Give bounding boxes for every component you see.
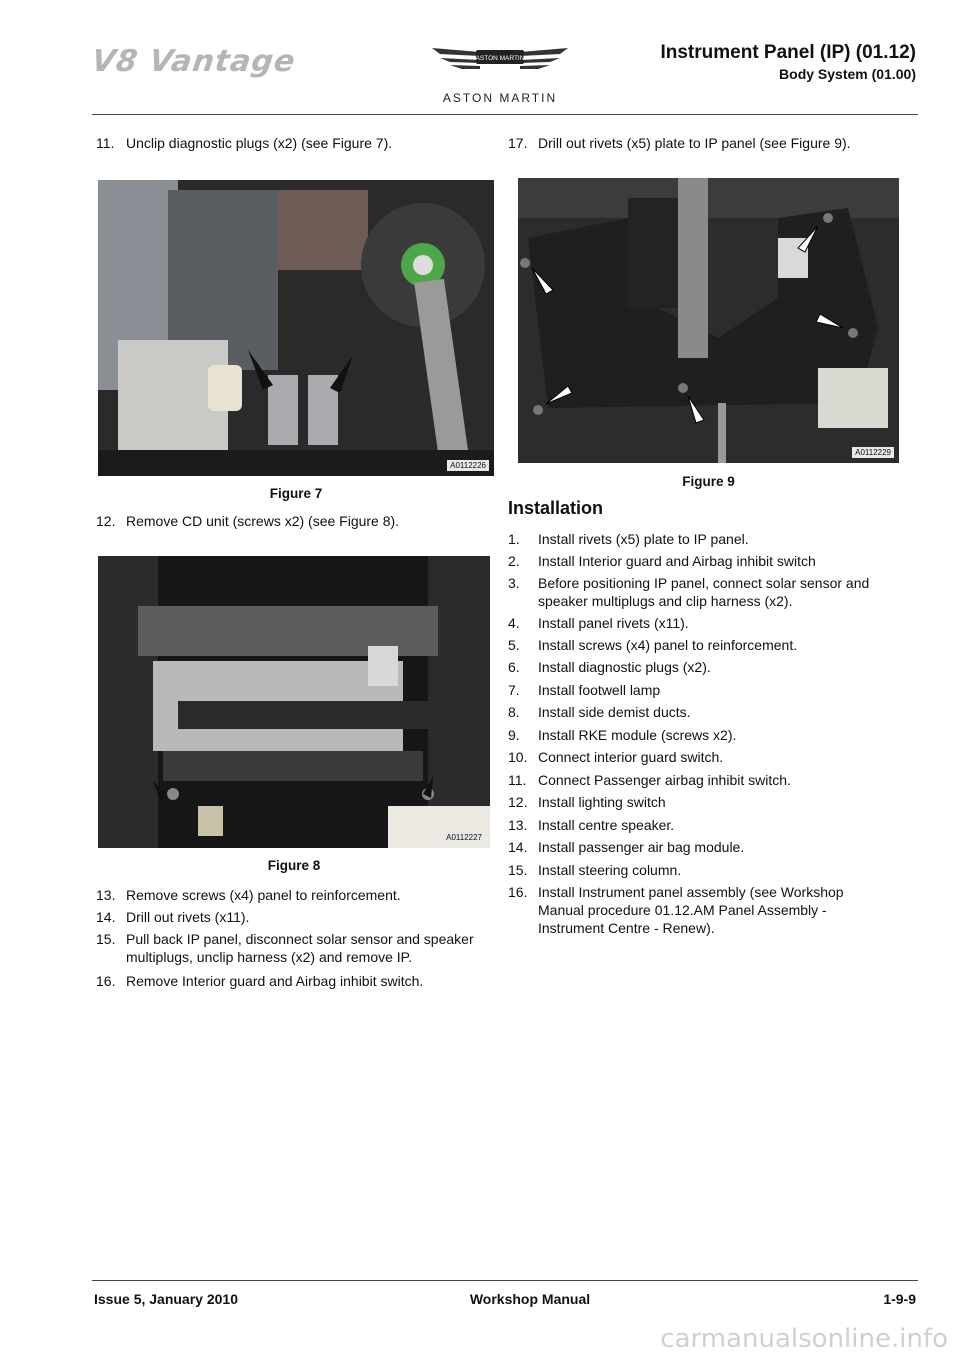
- step-number: 13.: [96, 887, 116, 903]
- install-step-11: [508, 771, 908, 789]
- watermark: carmanualsonline.info: [660, 1324, 948, 1354]
- step-number: 6.: [508, 659, 520, 675]
- logo-badge-text: ASTON MARTIN: [475, 55, 525, 62]
- step-number: 16.: [96, 973, 116, 989]
- step-number: 12.: [508, 794, 528, 810]
- footer-issue: Issue 5, January 2010: [94, 1291, 238, 1307]
- step-15: [96, 930, 496, 966]
- step-number: 2.: [508, 553, 520, 569]
- step-number: 7.: [508, 682, 520, 698]
- step-text: Before positioning IP panel, connect solar sensor and speaker multiplugs and clip harness (x2).: [538, 575, 870, 609]
- step-number: 5.: [508, 637, 520, 653]
- step-number: 11.: [96, 135, 115, 151]
- step-text: Pull back IP panel, disconnect solar sensor and speaker multiplugs, unclip harness (x2) and remove IP.: [126, 931, 474, 965]
- step-number: 17.: [508, 135, 528, 151]
- step-text: Connect Passenger airbag inhibit switch.: [538, 772, 791, 788]
- logo-text: ASTON MARTIN: [442, 91, 558, 105]
- step-number: 4.: [508, 615, 520, 631]
- step-text: Install lighting switch: [538, 794, 666, 810]
- install-step-13: [508, 816, 908, 834]
- step-text: Remove Interior guard and Airbag inhibit switch.: [126, 973, 424, 989]
- install-step-14: [508, 838, 908, 856]
- step-text: Install footwell lamp: [538, 682, 661, 698]
- step-number: 1.: [508, 531, 520, 547]
- install-step-6: [508, 658, 908, 676]
- aston-martin-wings-logo: [430, 42, 570, 78]
- header-divider: [92, 114, 918, 115]
- figure-9-caption: Figure 9: [682, 474, 735, 489]
- step-number: 11.: [508, 772, 527, 788]
- install-step-3: [508, 574, 908, 610]
- step-16: [96, 972, 496, 990]
- step-number: 10.: [508, 749, 528, 765]
- figure-9-ref: A0112229: [852, 447, 894, 458]
- install-step-10: [508, 748, 908, 766]
- step-text: Connect interior guard switch.: [538, 749, 724, 765]
- step-text: Install centre speaker.: [538, 817, 675, 833]
- page-title: Instrument Panel (IP) (01.12): [660, 42, 916, 63]
- footer-manual: Workshop Manual: [469, 1291, 591, 1307]
- step-text: Unclip diagnostic plugs (x2) (see Figure 7).: [126, 135, 393, 151]
- step-number: 13.: [508, 817, 528, 833]
- step-number: 3.: [508, 575, 520, 591]
- step-text: Install Instrument panel assembly (see Workshop Manual procedure 01.12.AM Panel Assembly - Instrument Centre - Renew).: [538, 884, 844, 936]
- step-14: [96, 908, 496, 926]
- page-subtitle: Body System (01.00): [779, 66, 916, 82]
- install-step-9: [508, 726, 908, 744]
- model-wordmark: V8 Vantage: [89, 44, 298, 79]
- install-step-4: [508, 614, 908, 632]
- step-number: 9.: [508, 727, 520, 743]
- step-number: 8.: [508, 704, 520, 720]
- step-13: [96, 886, 496, 904]
- install-step-15: [508, 861, 908, 879]
- step-number: 12.: [96, 513, 116, 529]
- figure-8-ref: A0112227: [443, 832, 485, 843]
- step-text: Remove CD unit (screws x2) (see Figure 8).: [126, 513, 400, 529]
- figure-8-caption: Figure 8: [267, 858, 321, 873]
- step-number: 15.: [96, 931, 116, 947]
- install-step-16: [508, 883, 888, 937]
- figure-7-caption: Figure 7: [269, 486, 323, 501]
- step-text: Install RKE module (screws x2).: [538, 727, 737, 743]
- footer-divider: [92, 1280, 918, 1281]
- install-step-8: [508, 703, 908, 721]
- install-step-2: [508, 552, 908, 570]
- step-text: Install Interior guard and Airbag inhibit switch: [538, 553, 816, 569]
- step-text: Install side demist ducts.: [538, 704, 691, 720]
- figure-7-photo: [98, 180, 494, 476]
- figure-9-photo: [518, 178, 899, 463]
- step-text: Drill out rivets (x11).: [126, 909, 250, 925]
- step-text: Install screws (x4) panel to reinforcement.: [538, 637, 798, 653]
- step-text: Remove screws (x4) panel to reinforcement.: [126, 887, 401, 903]
- step-text: Install diagnostic plugs (x2).: [538, 659, 711, 675]
- figure-7-ref: A0112226: [447, 460, 489, 471]
- footer-page-number: 1-9-9: [883, 1291, 916, 1307]
- step-number: 14.: [508, 839, 528, 855]
- step-number: 16.: [508, 884, 528, 900]
- step-text: Install panel rivets (x11).: [538, 615, 689, 631]
- step-number: 14.: [96, 909, 116, 925]
- step-text: Install rivets (x5) plate to IP panel.: [538, 531, 749, 547]
- step-text: Install steering column.: [538, 862, 682, 878]
- installation-heading: Installation: [508, 498, 604, 518]
- install-step-1: [508, 530, 908, 548]
- step-11: [96, 134, 491, 152]
- install-step-12: [508, 793, 908, 811]
- figure-8-photo: [98, 556, 490, 848]
- install-step-5: [508, 636, 908, 654]
- step-text: Drill out rivets (x5) plate to IP panel (see Figure 9).: [538, 135, 851, 151]
- step-12: [96, 512, 491, 530]
- step-text: Install passenger air bag module.: [538, 839, 745, 855]
- step-17: [508, 134, 908, 152]
- install-step-7: [508, 681, 908, 699]
- step-number: 15.: [508, 862, 528, 878]
